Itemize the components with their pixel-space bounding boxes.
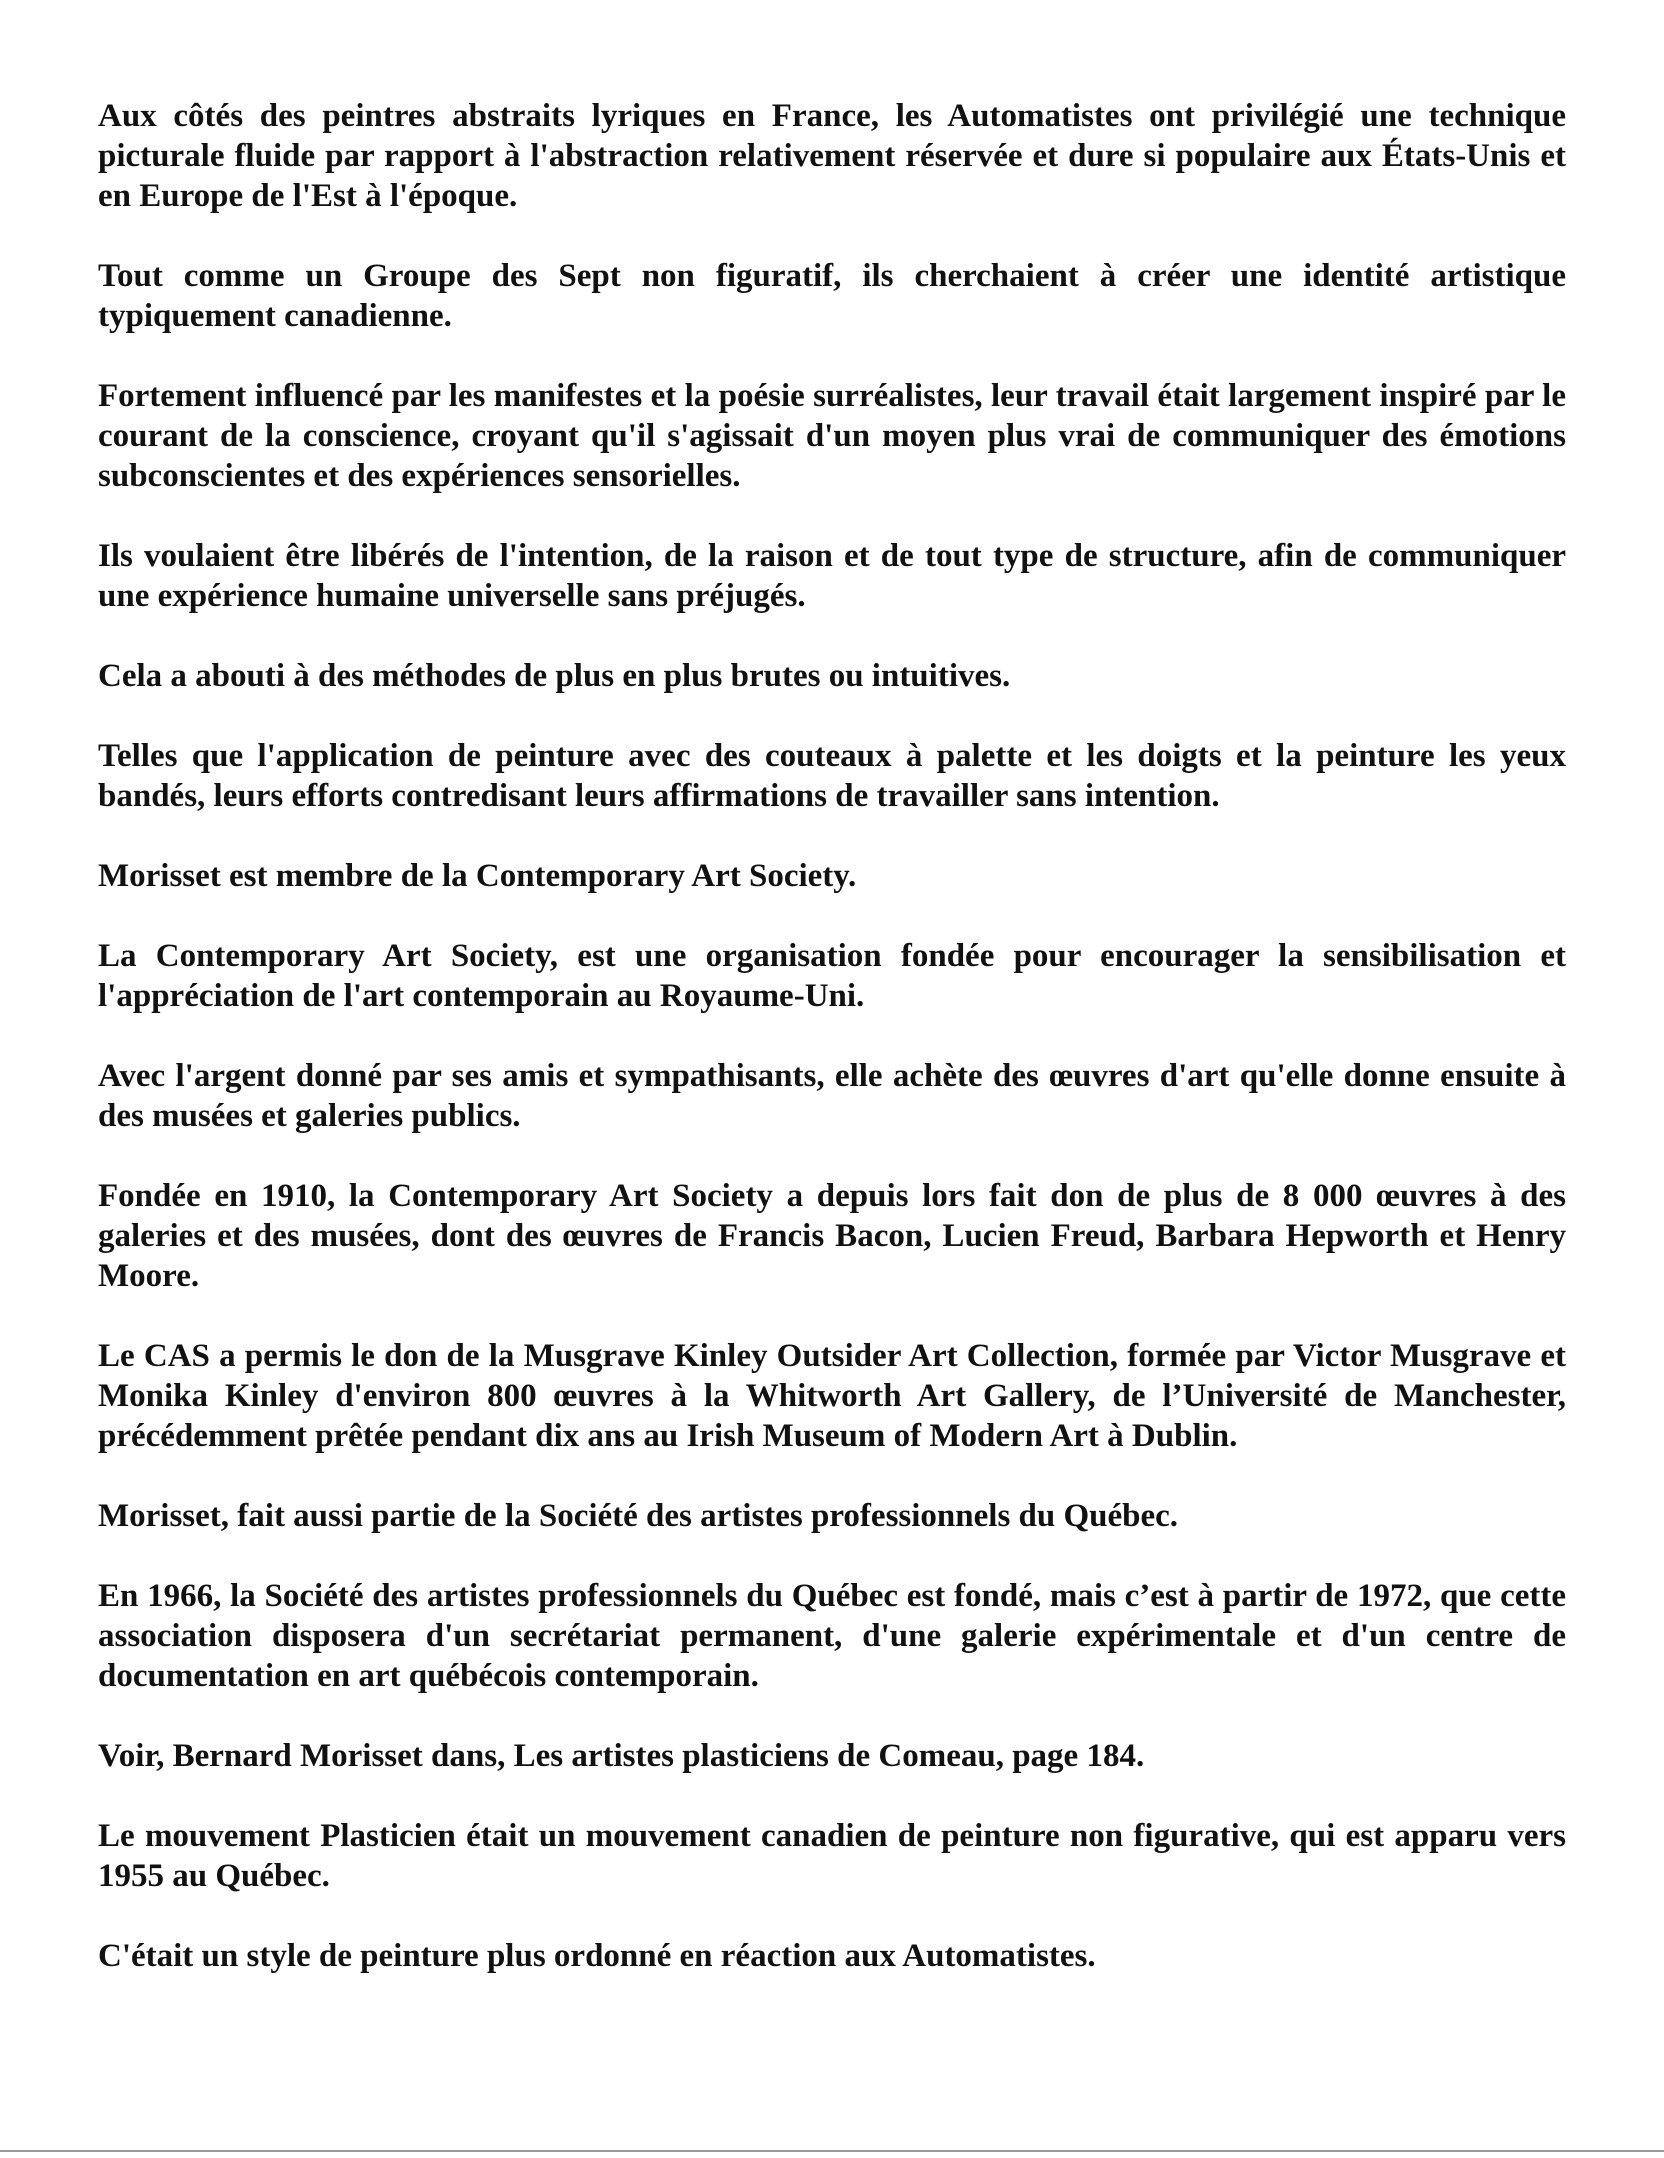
paragraph-cas-definition: La Contemporary Art Society, est une organisation fondée pour encourager la sensibilisation et l'appréciation de l'art contemporain au Royaume-Uni. xyxy=(98,938,1566,1014)
paragraph-palette-knives: Telles que l'application de peinture avec des couteaux à palette et les doigts et la peinture les yeux bandés, leurs efforts contredisant leurs affirmations de travailler sans intention. xyxy=(98,738,1566,814)
paragraph-cas-history: Fondée en 1910, la Contemporary Art Society a depuis lors fait don de plus de 8 000 œuvres à des galeries et des musées, dont des œuvres de Francis Bacon, Lucien Freud, Barbara Hepworth et Henry Moore. xyxy=(98,1178,1566,1294)
paragraph-sapq-member: Morisset, fait aussi partie de la Société des artistes professionnels du Québec. xyxy=(98,1498,1179,1534)
paragraph-plasticien-movement: Le mouvement Plasticien était un mouvement canadien de peinture non figurative, qui est apparu vers 1955 au Québec. xyxy=(98,1818,1566,1894)
paragraph-reference: Voir, Bernard Morisset dans, Les artistes plasticiens de Comeau, page 184. xyxy=(98,1738,1145,1774)
paragraph-ordered-style: C'était un style de peinture plus ordonné en réaction aux Automatistes. xyxy=(98,1938,1096,1974)
page-bottom-rule xyxy=(0,2150,1664,2152)
paragraph-freedom-from-intention: Ils voulaient être libérés de l'intention, de la raison et de tout type de structure, afin de communiquer une expérience humaine universelle sans préjugés. xyxy=(98,538,1566,614)
paragraph-cas-member: Morisset est membre de la Contemporary Art Society. xyxy=(98,858,857,894)
paragraph-group-of-seven: Tout comme un Groupe des Sept non figuratif, ils cherchaient à créer une identité artistique typiquement canadienne. xyxy=(98,258,1566,334)
document-page xyxy=(98,96,1566,2016)
paragraph-intuitive-methods: Cela a abouti à des méthodes de plus en plus brutes ou intuitives. xyxy=(98,658,1011,694)
paragraph-surrealist-influence: Fortement influencé par les manifestes et la poésie surréalistes, leur travail était largement inspiré par le courant de la conscience, croyant qu'il s'agissait d'un moyen plus vrai de communiquer des émotions subconscientes et des expériences sensorielles. xyxy=(98,378,1566,494)
paragraph-lyrical-abstraction: Aux côtés des peintres abstraits lyriques en France, les Automatistes ont privilégié une technique picturale fluide par rapport à l'abstraction relativement réservée et dure si populaire aux États-Unis et en Europe de l'Est à l'époque. xyxy=(98,98,1566,214)
paragraph-musgrave-kinley: Le CAS a permis le don de la Musgrave Kinley Outsider Art Collection, formée par Victor Musgrave et Monika Kinley d'environ 800 œuvres à la Whitworth Art Gallery, de l’Université de Manchester, précédemment prêtée pendant dix ans au Irish Museum of Modern Art à Dublin. xyxy=(98,1338,1566,1454)
paragraph-cas-donations: Avec l'argent donné par ses amis et sympathisants, elle achète des œuvres d'art qu'elle donne ensuite à des musées et galeries publics. xyxy=(98,1058,1566,1134)
paragraph-sapq-history: En 1966, la Société des artistes professionnels du Québec est fondé, mais c’est à partir de 1972, que cette association disposera d'un secrétariat permanent, d'une galerie expérimentale et d'un centre de documentation en art québécois contemporain. xyxy=(98,1578,1566,1694)
